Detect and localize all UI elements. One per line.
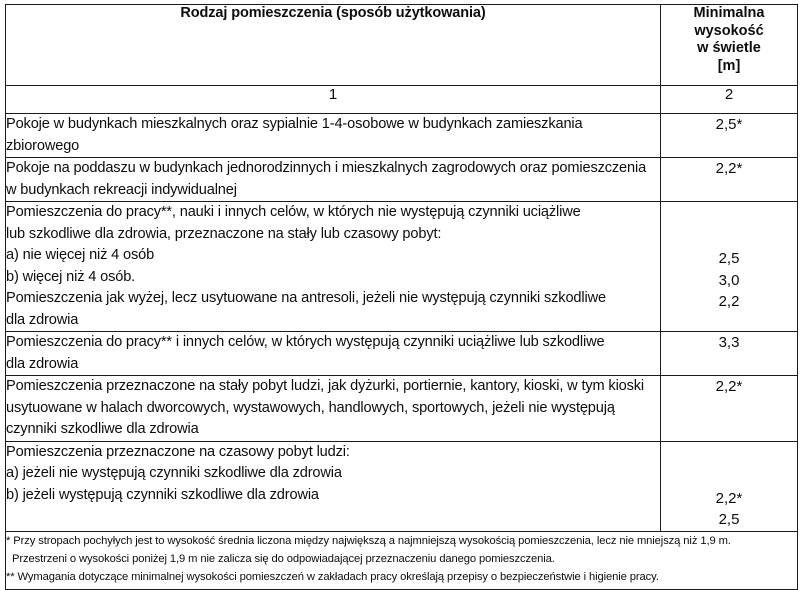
footnote-single-asterisk-cont: Przestrzeni o wysokości poniżej 1,9 m nie zalicza się do odpowiadającej przeznaczeniu danego pomieszczenia. <box>12 552 555 565</box>
row-value-1 <box>661 114 798 158</box>
value-line: 2,5* <box>715 116 743 133</box>
value-line: 2,2* <box>715 378 743 395</box>
row-description-3 <box>6 202 661 332</box>
header-line-4: [m] <box>717 57 741 74</box>
table-row <box>6 158 798 202</box>
desc-line: a) jeżeli nie występują czynniki szkodliwe dla zdrowia <box>6 465 342 481</box>
header-line-1: Minimalna <box>693 5 765 21</box>
footnote-double-asterisk: ** Wymagania dotyczące minimalnej wysokości pomieszczeń w zakładach pracy określają przepisy o bezpieczeństwie i higienie pracy. <box>6 570 659 583</box>
desc-line: w budynkach rekreacji indywidualnej <box>6 181 237 198</box>
header-cell-minimum-height <box>661 5 798 86</box>
desc-line: zbiorowego <box>6 137 80 154</box>
row-value-4 <box>661 332 798 376</box>
desc-line: Pokoje na poddaszu w budynkach jednorodzinnych i mieszkalnych zagrodowych oraz pomieszczenia <box>6 160 647 176</box>
desc-line: Pomieszczenia jak wyżej, lecz usytuowane na antresoli, jeżeli nie występują czynniki szkodliwe <box>6 290 606 306</box>
desc-line: Pomieszczenia przeznaczone na stały pobyt ludzi, jak dyżurki, portiernie, kantory, kioski, w tym kioski <box>6 378 645 394</box>
header-cell-room-type: Rodzaj pomieszczenia (sposób użytkowania) <box>6 5 661 86</box>
row-description-4 <box>6 332 661 376</box>
table-row <box>6 114 798 158</box>
desc-line: b) więcej niż 4 osób. <box>6 268 136 285</box>
value-line: 2,2* <box>715 160 743 177</box>
table-row <box>6 202 798 332</box>
desc-line: b) jeżeli występują czynniki szkodliwe dla zdrowia <box>6 486 319 503</box>
value-line: 3,3 <box>718 334 740 351</box>
value-line: 3,0 <box>718 271 740 289</box>
desc-line: czynniki szkodliwe dla zdrowia <box>6 421 199 437</box>
value-line: 2,5 <box>718 511 740 528</box>
table-footnotes-row <box>6 531 798 589</box>
table-row <box>6 376 798 442</box>
header-line-3: w świetle <box>697 40 761 56</box>
footnotes-cell <box>6 531 798 589</box>
desc-line: Pomieszczenia przeznaczone na czasowy pobyt ludzi: <box>6 443 350 460</box>
row-description-6 <box>6 441 661 531</box>
table-column-number-row <box>6 86 798 114</box>
desc-line: dla zdrowia <box>6 311 79 328</box>
row-value-6 <box>661 441 798 531</box>
table-header-row <box>6 5 798 86</box>
header-line-2: wysokość <box>694 22 764 39</box>
row-value-3 <box>661 202 798 332</box>
desc-line: Pomieszczenia do pracy**, nauki i innych celów, w których nie występują czynniki uciążliwe <box>6 204 581 220</box>
value-line: 2,2* <box>715 489 743 507</box>
desc-line: dla zdrowia <box>6 355 79 372</box>
value-line: 2,5 <box>718 250 740 267</box>
value-line: 2,2 <box>718 293 740 310</box>
desc-line: Pokoje w budynkach mieszkalnych oraz sypialnie 1-4-osobowe w budynkach zamieszkania <box>6 116 583 132</box>
row-description-5 <box>6 376 661 442</box>
column-number-2: 2 <box>661 86 798 114</box>
footnote-single-asterisk: * Przy stropach pochyłych jest to wysokość średnia liczona między największą a najmniejszą wysokością pomieszczenia, lecz nie mniejszą niż 1,9 m. <box>6 534 731 547</box>
row-value-5 <box>661 376 798 442</box>
desc-line: a) nie więcej niż 4 osób <box>6 247 155 263</box>
column-number-1: 1 <box>6 86 661 114</box>
table-row <box>6 441 798 531</box>
table-row <box>6 332 798 376</box>
desc-line: Pomieszczenia do pracy** i innych celów, w których występują czynniki uciążliwe lub szkodliwe <box>6 334 605 350</box>
desc-line: usytuowane w halach dworcowych, wystawowych, handlowych, sportowych, jeżeli nie występują <box>6 399 615 416</box>
row-description-1 <box>6 114 661 158</box>
row-value-2 <box>661 158 798 202</box>
minimum-room-height-table <box>5 4 798 590</box>
row-description-2 <box>6 158 661 202</box>
desc-line: lub szkodliwe dla zdrowia, przeznaczone na stały lub czasowy pobyt: <box>6 225 442 242</box>
